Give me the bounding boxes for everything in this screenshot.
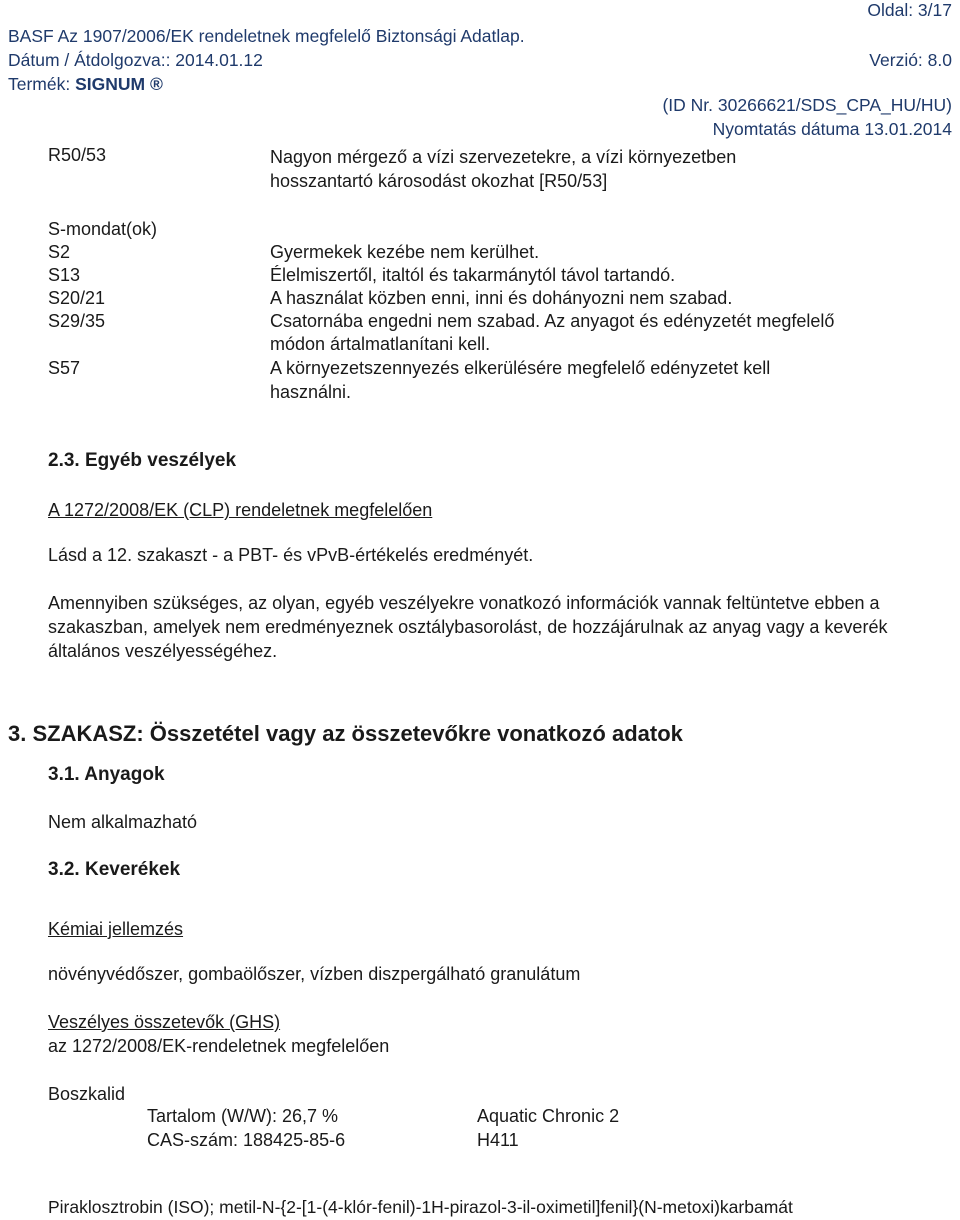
component-hazard-class: Aquatic Chronic 2	[477, 1106, 620, 1126]
s-phrase-text-cont: módon ártalmatlanítani kell.	[270, 334, 491, 354]
r-phrase-code: R50/53	[48, 145, 107, 165]
product-name: SIGNUM ®	[75, 74, 163, 94]
s-phrase-code: S2	[48, 242, 71, 262]
document-id: (ID Nr. 30266621/SDS_CPA_HU/HU)	[662, 95, 952, 115]
s-phrase-text: A használat közben enni, inni és dohányozni nem szabad.	[270, 288, 733, 308]
other-hazards-paragraph: Amennyiben szükséges, az olyan, egyéb veszélyekre vonatkozó információk vannak feltüntetve ebben a szakaszban, amelyek nem eredményeznek osztálybasorolást, de hozzájárulnak az anyag vagy a keverék általános veszélyességéhez.	[48, 593, 888, 661]
pbt-reference: Lásd a 12. szakaszt - a PBT- és vPvB-értékelés eredményét.	[48, 545, 534, 565]
s-phrase-code: S29/35	[48, 311, 106, 331]
document-title: BASF Az 1907/2006/EK rendeletnek megfelelő Biztonsági Adatlap.	[8, 26, 525, 46]
page-number: Oldal: 3/17	[867, 0, 952, 20]
version: Verzió: 8.0	[869, 50, 952, 70]
next-component-name: Piraklosztrobin (ISO); metil-N-{2-[1-(4-klór-fenil)-1H-pirazol-3-il-oximetil]fenil}(N-metoxi)karbamát	[48, 1197, 793, 1217]
s-phrase-code: S13	[48, 265, 81, 285]
component-name: Boszkalid	[48, 1084, 126, 1104]
s-phrase-code: S57	[48, 358, 81, 378]
substances-heading: 3.1. Anyagok	[48, 764, 165, 785]
r-phrase-text-line2: hosszantartó károsodást okozhat [R50/53]	[270, 171, 608, 191]
section-3-heading: 3. SZAKASZ: Összetétel vagy az összetevőkre vonatkozó adatok	[8, 721, 683, 746]
hazardous-components-heading: Veszélyes összetevők (GHS)	[48, 1012, 281, 1032]
s-phrase-text-cont: használni.	[270, 382, 352, 402]
product-line	[8, 74, 163, 95]
r-phrase-text-line1: Nagyon mérgező a vízi szervezetekre, a vízi környezetben	[270, 147, 737, 167]
clp-subheading: A 1272/2008/EK (CLP) rendeletnek megfelelően	[48, 500, 433, 520]
s-phrase-text: A környezetszennyezés elkerülésére megfelelő edényzetet kell	[270, 358, 771, 378]
mixtures-heading: 3.2. Keverékek	[48, 859, 181, 880]
s-phrase-code: S20/21	[48, 288, 106, 308]
product-label: Termék:	[8, 74, 76, 94]
s-phrases-heading: S-mondat(ok)	[48, 219, 158, 239]
print-date: Nyomtatás dátuma 13.01.2014	[712, 119, 952, 139]
hazardous-components-regulation: az 1272/2008/EK-rendeletnek megfelelően	[48, 1036, 390, 1056]
s-phrase-text: Élelmiszertől, italtól és takarmánytól távol tartandó.	[270, 265, 676, 285]
substances-text: Nem alkalmazható	[48, 812, 198, 832]
section-2-3-heading: 2.3. Egyéb veszélyek	[48, 450, 237, 471]
chemical-characterization-text: növényvédőszer, gombaölőszer, vízben diszpergálható granulátum	[48, 964, 581, 984]
component-cas: CAS-szám: 188425-85-6	[147, 1130, 346, 1150]
s-phrase-text: Gyermekek kezébe nem kerülhet.	[270, 242, 540, 262]
s-phrase-text: Csatornába engedni nem szabad. Az anyagot és edényzetét megfelelő	[270, 311, 835, 331]
chemical-characterization-heading: Kémiai jellemzés	[48, 919, 184, 939]
component-content: Tartalom (W/W): 26,7 %	[147, 1106, 339, 1126]
revision-date: Dátum / Átdolgozva:: 2014.01.12	[8, 50, 263, 70]
component-h-phrase: H411	[477, 1130, 519, 1150]
